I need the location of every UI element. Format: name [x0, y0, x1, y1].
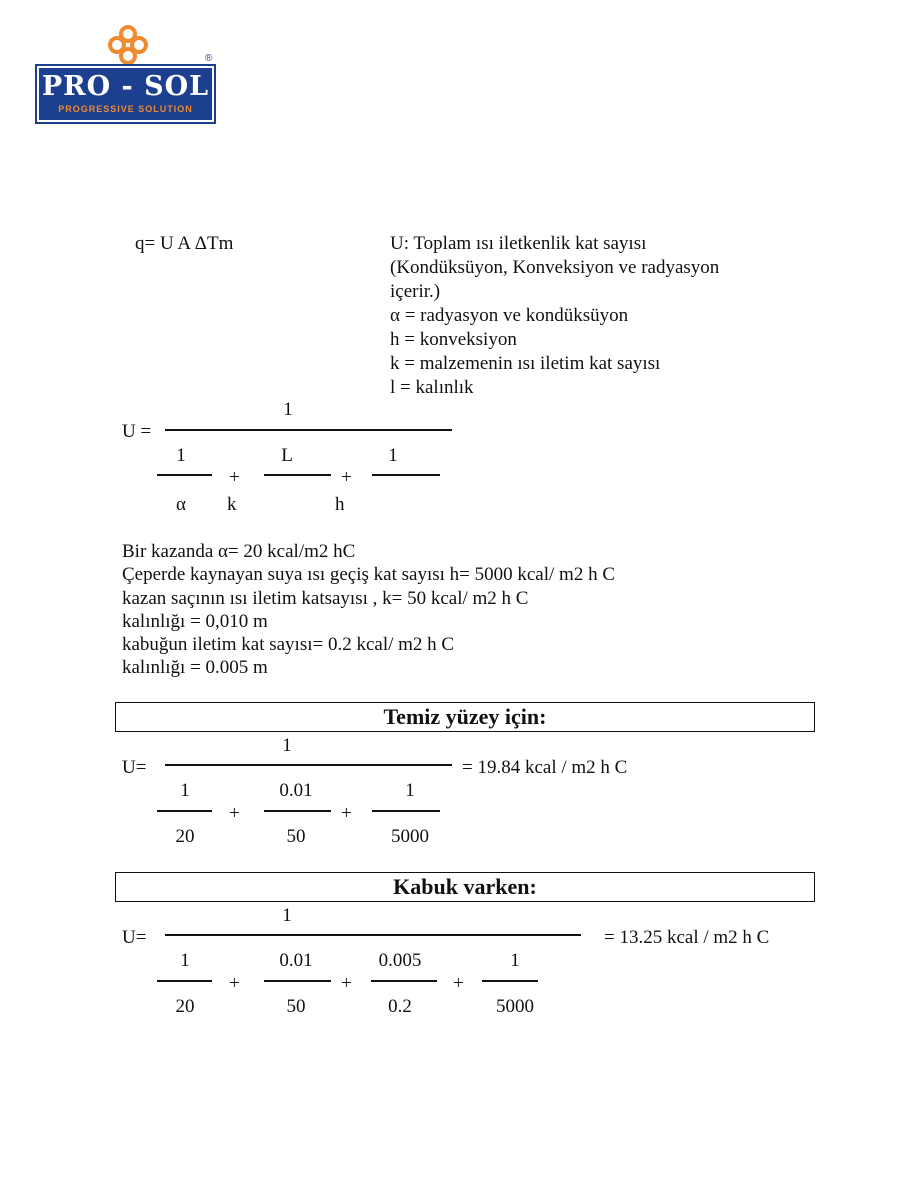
- result-value: = 13.25 kcal / m2 h C: [604, 927, 770, 948]
- plus-sign: +: [229, 467, 240, 488]
- fraction-numerator: 1: [282, 735, 292, 756]
- u-label: U=: [122, 757, 147, 778]
- given-line: kalınlığı = 0.005 m: [122, 657, 268, 678]
- main-fraction-bar: [165, 934, 581, 936]
- term-denominator: 50: [286, 996, 306, 1017]
- term-numerator: 1: [388, 445, 398, 466]
- plus-sign: +: [341, 973, 352, 994]
- definition-line: k = malzemenin ısı iletim kat sayısı: [390, 353, 661, 374]
- section-header-clean-surface: [115, 702, 815, 732]
- given-line: Çeperde kaynayan suya ısı geçiş kat sayısı h= 5000 kcal/ m2 h C: [122, 564, 615, 585]
- heat-transfer-formula: q= U A ΔTm: [135, 233, 234, 254]
- definition-line: α = radyasyon ve kondüksüyon: [390, 305, 629, 326]
- term-denominator: 5000: [496, 996, 534, 1017]
- given-line: kazan saçının ısı iletim katsayısı , k= 50 kcal/ m2 h C: [122, 588, 529, 609]
- term-fraction-bar: [264, 810, 331, 812]
- u-label: U =: [122, 421, 152, 442]
- definition-line: U: Toplam ısı iletkenlik kat sayısı: [390, 233, 647, 254]
- plus-sign: +: [229, 803, 240, 824]
- registered-mark: ®: [205, 53, 213, 64]
- term-numerator: 1: [510, 950, 520, 971]
- given-line: Bir kazanda α= 20 kcal/m2 hC: [122, 541, 356, 562]
- main-fraction-bar: [165, 429, 452, 431]
- section-title: Temiz yüzey için:: [383, 704, 547, 729]
- term-denominator: α: [176, 494, 186, 515]
- term-fraction-bar: [264, 474, 331, 476]
- plus-sign: +: [341, 803, 352, 824]
- section-header-with-scale: [115, 872, 815, 902]
- u-label: U=: [122, 927, 147, 948]
- term-numerator: 1: [176, 445, 186, 466]
- term-numerator: 0.01: [279, 950, 313, 971]
- logo-name: PRO - SOL: [41, 71, 210, 102]
- term-denominator: 50: [286, 826, 306, 847]
- plus-sign: +: [341, 467, 352, 488]
- logo-tagline: PROGRESSIVE SOLUTION: [58, 104, 193, 114]
- term-denominator: 20: [175, 996, 195, 1017]
- fraction-numerator: 1: [283, 399, 293, 420]
- definition-line: (Kondüksüyon, Konveksiyon ve radyasyon: [390, 257, 720, 278]
- logo-flower-icon: [104, 24, 152, 66]
- term-fraction-bar: [482, 980, 538, 982]
- term-numerator: 0.01: [279, 780, 313, 801]
- term-fraction-bar: [372, 474, 440, 476]
- term-denominator: h: [335, 494, 345, 515]
- term-fraction-bar: [157, 980, 212, 982]
- given-line: kalınlığı = 0,010 m: [122, 611, 268, 632]
- term-numerator: 0.005: [378, 950, 422, 971]
- term-denominator: 0.2: [388, 996, 412, 1017]
- term-numerator: L: [281, 445, 293, 466]
- definition-line: h = konveksiyon: [390, 329, 517, 350]
- term-fraction-bar: [372, 810, 440, 812]
- section-title: Kabuk varken:: [393, 874, 537, 899]
- term-denominator: 5000: [391, 826, 429, 847]
- result-value: = 19.84 kcal / m2 h C: [462, 757, 628, 778]
- given-line: kabuğun iletim kat sayısı= 0.2 kcal/ m2 h C: [122, 634, 455, 655]
- term-fraction-bar: [264, 980, 331, 982]
- term-denominator: k: [227, 494, 237, 515]
- term-fraction-bar: [157, 474, 212, 476]
- plus-sign: +: [453, 973, 464, 994]
- term-numerator: 1: [180, 780, 190, 801]
- term-fraction-bar: [371, 980, 437, 982]
- main-fraction-bar: [165, 764, 452, 766]
- term-numerator: 1: [180, 950, 190, 971]
- definition-line: l = kalınlık: [390, 377, 474, 398]
- fraction-numerator: 1: [282, 905, 292, 926]
- term-denominator: 20: [175, 826, 195, 847]
- term-numerator: 1: [405, 780, 415, 801]
- definition-line: içerir.): [390, 281, 441, 302]
- logo: [37, 66, 214, 122]
- term-fraction-bar: [157, 810, 212, 812]
- plus-sign: +: [229, 973, 240, 994]
